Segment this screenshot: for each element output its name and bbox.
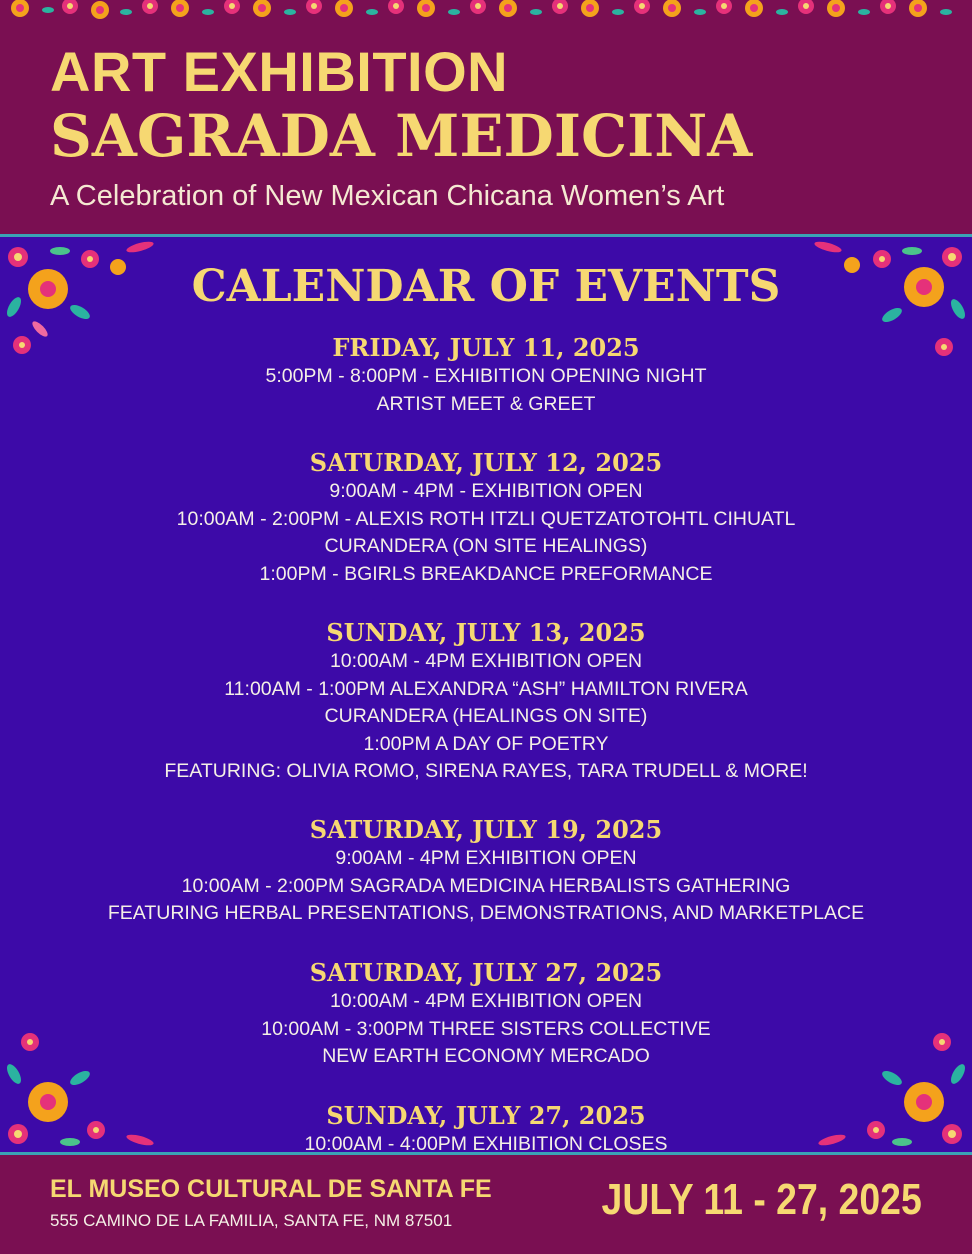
top-floral-border (0, 0, 972, 26)
flower-border-icon (0, 0, 972, 26)
header-title-line2: SAGRADA MEDICINA (50, 102, 753, 170)
event-day (0, 815, 972, 928)
event-day (0, 448, 972, 588)
event-line: 1:00PM A DAY OF POETRY (363, 732, 609, 755)
venue-name: EL MUSEO CULTURAL DE SANTA FE (50, 1175, 492, 1203)
header-title-line1: ART EXHIBITION (50, 40, 509, 103)
event-date: SUNDAY, JULY 27, 2025 (326, 1101, 646, 1130)
footer (0, 1155, 972, 1254)
event-line: 10:00AM - 4PM EXHIBITION OPEN (329, 650, 643, 672)
event-line: 10:00AM - 2:00PM - ALEXIS ROTH ITZLI QUETZATOTOHTL CIHUATL (176, 507, 796, 530)
event-line: 1:00PM - BGIRLS BREAKDANCE PREFORMANCE (259, 562, 713, 585)
exhibition-dates: JULY 11 - 27, 2025 (601, 1175, 922, 1224)
header-subtitle: A Celebration of New Mexican Chicana Women’s Art (50, 180, 725, 212)
event-day (0, 333, 972, 418)
event-date: SATURDAY, JULY 27, 2025 (309, 958, 663, 987)
event-line: 5:00PM - 8:00PM - EXHIBITION OPENING NIGHT (265, 365, 707, 387)
event-date: SATURDAY, JULY 19, 2025 (309, 815, 663, 844)
event-line: CURANDERA (ON SITE HEALINGS) (324, 535, 648, 557)
event-date: FRIDAY, JULY 11, 2025 (332, 333, 640, 362)
event-line: 10:00AM - 4:00PM EXHIBITION CLOSES (304, 1133, 668, 1152)
event-line: 11:00AM - 1:00PM ALEXANDRA “ASH” HAMILTON RIVERA (224, 677, 748, 700)
event-line: FEATURING HERBAL PRESENTATIONS, DEMONSTRATIONS, AND MARKETPLACE (107, 902, 865, 924)
event-line: ARTIST MEET & GREET (376, 392, 596, 415)
event-line: CURANDERA (HEALINGS ON SITE) (324, 705, 648, 727)
event-date: SATURDAY, JULY 12, 2025 (309, 448, 663, 477)
event-date: SUNDAY, JULY 13, 2025 (326, 618, 646, 647)
event-line: FEATURING: OLIVIA ROMO, SIRENA RAYES, TARA TRUDELL & MORE! (164, 760, 808, 782)
event-line: 9:00AM - 4PM EXHIBITION OPEN (335, 847, 637, 869)
event-day (0, 618, 972, 786)
header (0, 26, 972, 234)
event-line: 9:00AM - 4PM - EXHIBITION OPEN (329, 480, 643, 502)
event-day (0, 1101, 972, 1152)
event-day (0, 958, 972, 1071)
venue-address: 555 CAMINO DE LA FAMILIA, SANTA FE, NM 87501 (50, 1211, 453, 1230)
event-line: 10:00AM - 4PM EXHIBITION OPEN (329, 990, 643, 1012)
calendar-title: CALENDAR OF EVENTS (191, 261, 781, 312)
event-line: 10:00AM - 3:00PM THREE SISTERS COLLECTIVE (261, 1017, 711, 1040)
event-line: NEW EARTH ECONOMY MERCADO (322, 1045, 650, 1067)
event-line: 10:00AM - 2:00PM SAGRADA MEDICINA HERBALISTS GATHERING (181, 874, 791, 897)
calendar-panel (0, 237, 972, 1152)
